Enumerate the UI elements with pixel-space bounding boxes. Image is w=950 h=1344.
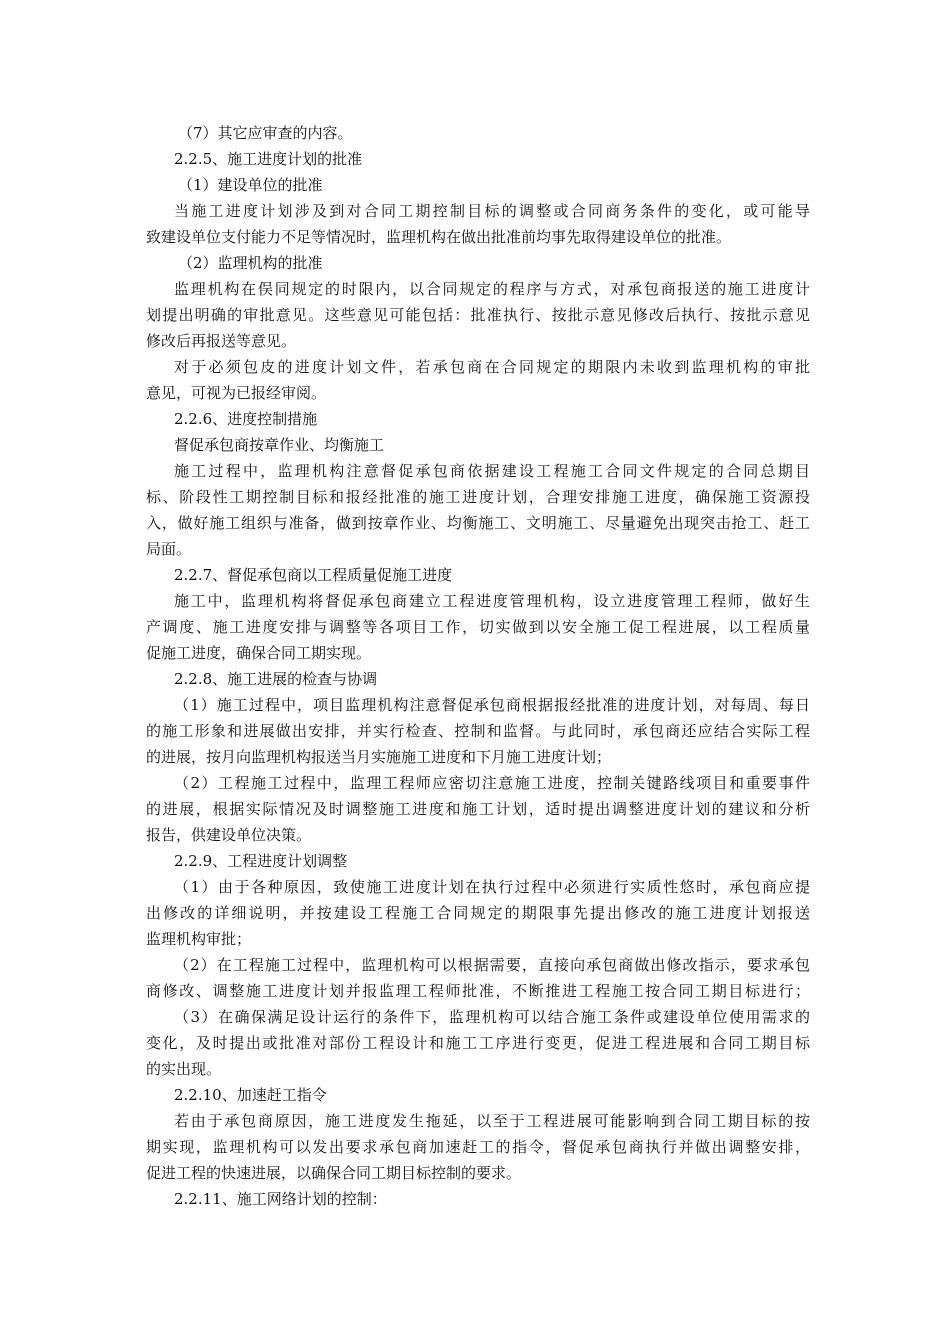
paragraph-line: 促进工程的快速进展，以确保合同工期目标控制的要求。	[146, 1164, 522, 1182]
paragraph-line: 当施工进度计划涉及到对合同工期控制目标的调整或合同商务条件的变化，或可能导	[174, 202, 810, 220]
paragraph-line: 期实现，监理机构可以发出要求承包商加速赶工的指令，督促承包商执行并做出调整安排，	[146, 1138, 810, 1156]
paragraph-line: 商修改、调整施工进度计划并报监理工程师批准，不断推进工程施工按合同工期目标进行；	[146, 982, 810, 1000]
list-item-review-other: （7）其它应审查的内容。	[178, 124, 353, 142]
paragraph-line: 报告，供建设单位决策。	[146, 826, 312, 844]
paragraph-line: 变化，及时提出或批准对部份工程设计和施工工序进行变更，促进工程进展和合同工期目标	[146, 1034, 810, 1052]
subheading-supervisor-approval: （2）监理机构的批准	[178, 254, 323, 272]
paragraph-line: （2）工程施工过程中，监理工程师应密切注意施工进度，控制关键路线项目和重要事件	[174, 774, 810, 792]
paragraph-line: 出修改的详细说明，并按建设工程施工合同规定的期限事先提出修改的施工进度计划报送	[146, 904, 810, 922]
section-heading-2-2-11: 2.2.11、施工网络计划的控制：	[174, 1190, 387, 1208]
section-heading-2-2-8: 2.2.8、施工进展的检查与协调	[174, 670, 378, 688]
paragraph-line: 修改后再报送等意见。	[146, 332, 297, 350]
paragraph-line: 施工过程中，监理机构注意督促承包商依据建设工程施工合同文件规定的合同总期目	[174, 462, 810, 480]
subheading-balanced-construction: 督促承包商按章作业、均衡施工	[174, 436, 385, 454]
paragraph-line: 入，做好施工组织与准备，做到按章作业、均衡施工、文明施工、尽量避免出现突击抢工、赶工	[146, 514, 810, 532]
paragraph-line: 的实出现。	[146, 1060, 222, 1078]
paragraph-line: 监理机构审批；	[146, 930, 252, 948]
paragraph-line: （1）由于各种原因，致使施工进度计划在执行过程中必须进行实质性悠时，承包商应提	[174, 878, 810, 896]
document-page	[146, 120, 810, 1212]
paragraph-line: 划提出明确的审批意见。这些意见可能包括：批准执行、按批示意见修改后执行、按批示意见	[146, 306, 810, 324]
paragraph-line: 标、阶段性工期控制目标和报经批准的施工进度计划，合理安排施工进度，确保施工资源投	[146, 488, 810, 506]
paragraph-line: 促施工进度，确保合同工期实现。	[146, 644, 372, 662]
paragraph-line: 产调度、施工进度安排与调整等各项目工作，切实做到以安全施工促工程进展，以工程质量	[146, 618, 810, 636]
paragraph-line: 的进展，根据实际情况及时调整施工进度和施工计划，适时提出调整进度计划的建议和分析	[146, 800, 810, 818]
paragraph-line: 监理机构在俣同规定的时限内，以合同规定的程序与方式，对承包商报送的施工进度计	[174, 280, 810, 298]
section-heading-2-2-6: 2.2.6、进度控制措施	[174, 410, 318, 428]
paragraph-line: （1）施工过程中，项目监理机构注意督促承包商根据报经批准的进度计划，对每周、每日	[174, 696, 810, 714]
paragraph-line: 致建设单位支付能力不足等情况时，监理机构在做出批准前均事先取得建设单位的批准。	[146, 228, 732, 246]
paragraph-line: 施工中，监理机构将督促承包商建立工程进度管理机构，设立进度管理工程师，做好生	[174, 592, 810, 610]
paragraph-line: （3）在确保满足设计运行的条件下，监理机构可以结合施工条件或建设单位使用需求的	[174, 1008, 810, 1026]
paragraph-line: （2）在工程施工过程中，监理机构可以根据需要，直接向承包商做出修改指示，要求承包	[174, 956, 810, 974]
paragraph-line: 的进展，按月向监理机构报送当月实施施工进度和下月施工进度计划；	[146, 748, 612, 766]
section-heading-2-2-9: 2.2.9、工程进度计划调整	[174, 852, 348, 870]
paragraph-line: 意见，可视为已报经审阅。	[146, 384, 327, 402]
section-heading-2-2-5: 2.2.5、施工进度计划的批准	[174, 150, 363, 168]
paragraph-line: 的施工形象和进展做出安排，并实行检查、控制和监督。与此同时，承包商还应结合实际工程	[146, 722, 810, 740]
subheading-owner-approval: （1）建设单位的批准	[178, 176, 323, 194]
section-heading-2-2-10: 2.2.10、加速赶工指令	[174, 1086, 327, 1104]
paragraph-line: 对于必须包皮的进度计划文件，若承包商在合同规定的期限内未收到监理机构的审批	[174, 358, 810, 376]
section-heading-2-2-7: 2.2.7、督促承包商以工程质量促施工进度	[174, 566, 453, 584]
paragraph-line: 局面。	[146, 540, 192, 558]
paragraph-line: 若由于承包商原因，施工进度发生拖延，以至于工程进展可能影响到合同工期目标的按	[174, 1112, 810, 1130]
